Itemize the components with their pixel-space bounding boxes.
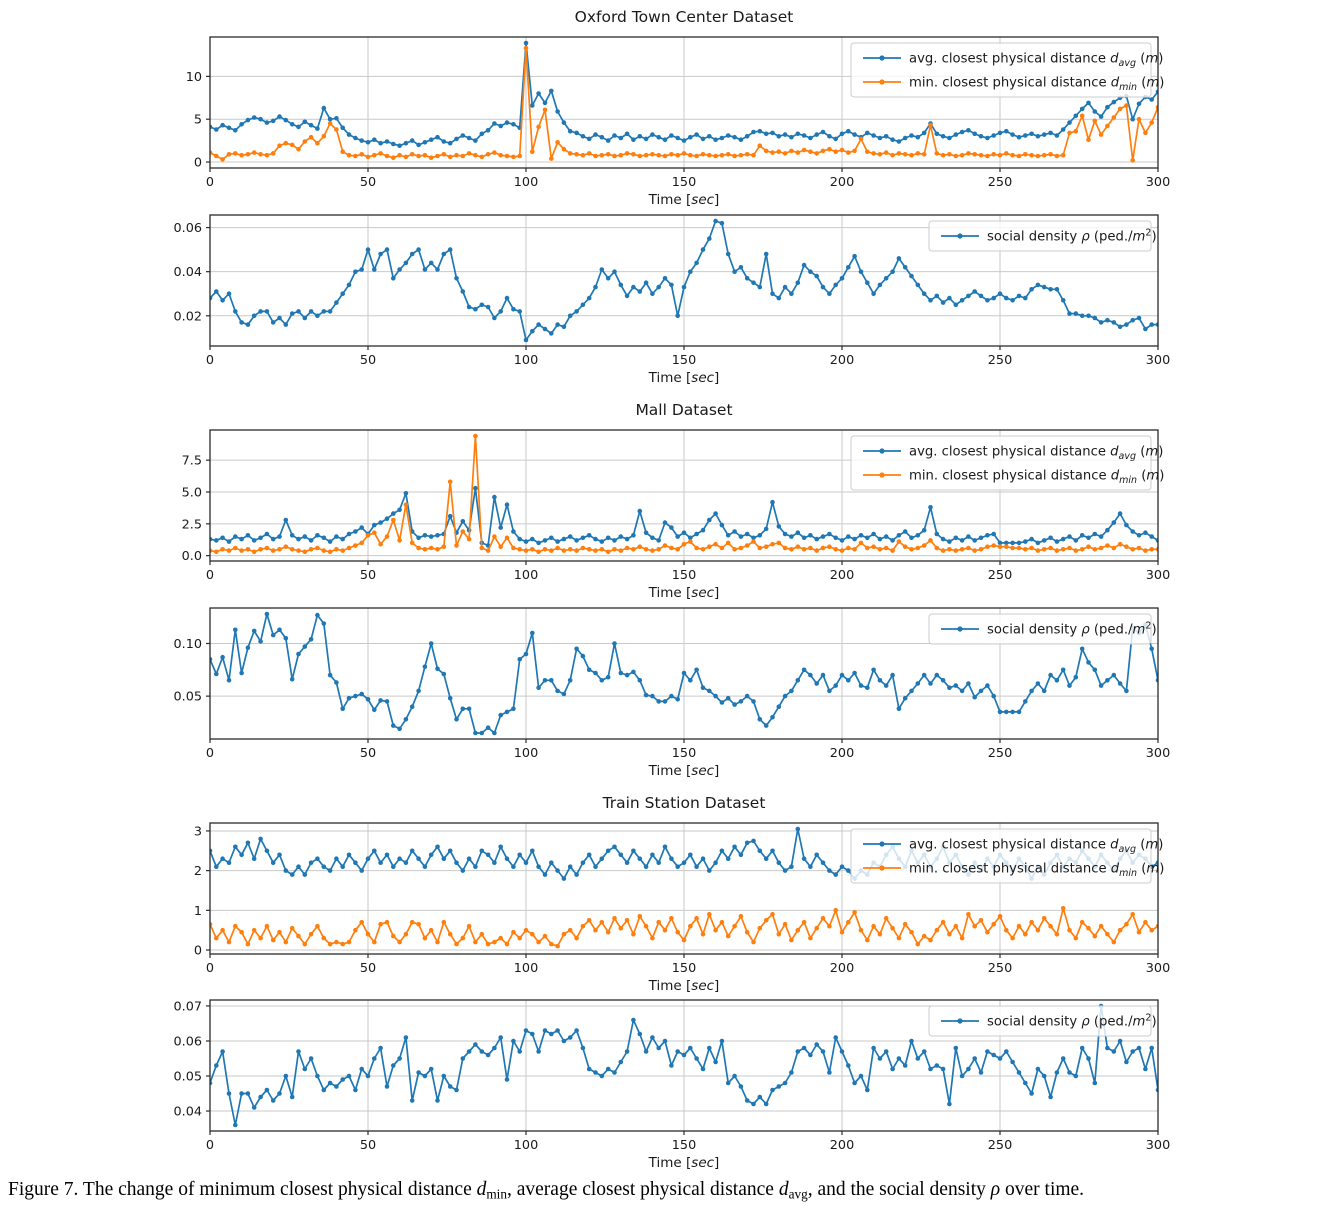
x-tick-label: 300 [1145,961,1171,976]
axis-ticks [174,637,1171,761]
y-tick-label: 7.5 [181,453,202,469]
legend-label: min. closest physical distance $d_{min}$ (m) [909,468,1165,486]
x-tick-label: 0 [205,1138,215,1153]
caption-segment: ρ [990,1179,1001,1200]
x-tick-label: 100 [513,1138,539,1153]
legend-marker-icon [879,79,884,84]
chart-train-distance [194,794,1170,994]
legend-entry-avg [863,52,1163,69]
y-tick-label: 0 [193,155,202,171]
legend-marker-icon [879,841,884,846]
caption-segment: d [778,1179,789,1200]
x-tick-label: 50 [359,568,377,583]
caption-segment: Figure 7. The change of minimum closest physical distance [8,1179,477,1200]
legend-marker-icon [879,55,884,60]
legend-label: avg. closest physical distance $d_{avg}$ (m) [909,444,1164,462]
x-tick-label: 50 [359,1138,377,1153]
legend-entry-avg [863,445,1163,462]
legend-label: social density ρ $(ped./m^2)$ [987,620,1157,638]
x-tick-label: 250 [987,568,1013,583]
x-tick-label: 0 [205,961,215,976]
y-tick-label: 0.06 [173,1034,202,1050]
x-tick-label: 100 [513,175,539,190]
x-tick-label: 150 [671,175,697,190]
x-tick-label: 150 [671,746,697,761]
x-tick-label: 300 [1145,568,1171,583]
x-tick-label: 300 [1145,353,1171,368]
legend-label: social density ρ $(ped./m^2)$ [987,227,1157,245]
x-tick-label: 150 [671,353,697,368]
legend-marker-icon [879,472,884,477]
x-tick-label: 200 [829,746,855,761]
legend-label: avg. closest physical distance $d_{avg}$ (m) [909,837,1164,855]
x-tick-label: 250 [987,1138,1013,1153]
y-tick-label: 2.5 [181,517,202,533]
x-tick-label: 200 [829,353,855,368]
legend-label: min. closest physical distance $d_{min}$ (m) [909,75,1165,93]
figure-caption [8,1178,1312,1203]
x-tick-label: 300 [1145,1138,1171,1153]
x-tick-label: 50 [359,961,377,976]
x-tick-label: 300 [1145,746,1171,761]
caption-segment: , average closest physical distance [507,1179,779,1200]
x-tick-label: 0 [205,353,215,368]
legend-label: min. closest physical distance $d_{min}$ (m) [909,861,1165,879]
legend [929,1006,1157,1036]
x-tick-label: 250 [987,961,1013,976]
caption-segment: min [486,1186,507,1202]
y-tick-label: 0.0 [181,549,202,565]
x-tick-label: 200 [829,1138,855,1153]
chart-title: Oxford Town Center Dataset [574,8,794,26]
x-tick-label: 150 [671,961,697,976]
x-tick-label: 100 [513,353,539,368]
x-tick-label: 250 [987,746,1013,761]
caption-segment: , and the social density [807,1179,991,1200]
x-tick-label: 250 [987,353,1013,368]
chart-oxford-distance [186,8,1171,208]
legend-marker-icon [957,233,962,238]
x-axis-label: Time [sec] [648,763,720,779]
y-tick-label: 0.05 [173,1069,202,1085]
chart-train-density [174,999,1171,1170]
x-tick-label: 0 [205,175,215,190]
x-tick-label: 150 [671,1138,697,1153]
legend-label: social density ρ $(ped./m^2)$ [987,1012,1157,1030]
x-axis-label: Time [sec] [648,978,720,994]
x-tick-label: 0 [205,568,215,583]
legend-label: avg. closest physical distance $d_{avg}$ (m) [909,51,1164,69]
x-tick-label: 150 [671,568,697,583]
x-tick-label: 250 [987,175,1013,190]
y-tick-label: 10 [185,69,202,85]
y-tick-label: 2 [193,864,202,880]
y-tick-label: 0.07 [173,999,202,1015]
legend [929,221,1157,251]
x-tick-label: 50 [359,175,377,190]
y-tick-label: 0.04 [173,1104,202,1120]
caption-segment: avg [788,1186,808,1202]
y-tick-label: 3 [193,824,202,840]
y-tick-label: 5.0 [181,485,202,501]
y-tick-label: 0.02 [173,309,202,325]
caption-segment: over time. [1000,1179,1085,1200]
legend-entry-avg [863,838,1163,855]
x-tick-label: 0 [205,746,215,761]
chart-mall-density [174,608,1171,779]
y-tick-label: 0.05 [173,689,202,705]
y-tick-label: 0.04 [173,265,202,281]
x-tick-label: 200 [829,175,855,190]
x-tick-label: 300 [1145,175,1171,190]
x-axis-label: Time [sec] [648,370,720,386]
y-tick-label: 0 [193,943,202,959]
x-axis-label: Time [sec] [648,1155,720,1170]
legend [851,436,1164,490]
y-tick-label: 1 [193,903,202,919]
x-tick-label: 200 [829,568,855,583]
legend [851,829,1164,883]
chart-mall-distance [182,401,1171,601]
y-tick-label: 0.10 [173,636,202,652]
x-tick-label: 100 [513,568,539,583]
caption-segment: d [476,1179,487,1200]
legend [851,43,1164,97]
chart-title: Train Station Dataset [602,794,766,812]
chart-title: Mall Dataset [635,401,733,419]
y-tick-label: 5 [193,112,202,128]
legend [929,614,1157,644]
x-tick-label: 100 [513,746,539,761]
legend-marker-icon [879,865,884,870]
x-tick-label: 200 [829,961,855,976]
y-tick-label: 0.06 [173,221,202,237]
x-tick-label: 50 [359,353,377,368]
legend-marker-icon [957,1018,962,1023]
chart-oxford-density [174,215,1171,386]
x-axis-label: Time [sec] [648,192,720,208]
x-axis-label: Time [sec] [648,585,720,601]
legend-marker-icon [957,626,962,631]
x-tick-label: 50 [359,746,377,761]
x-tick-label: 100 [513,961,539,976]
legend-marker-icon [879,448,884,453]
